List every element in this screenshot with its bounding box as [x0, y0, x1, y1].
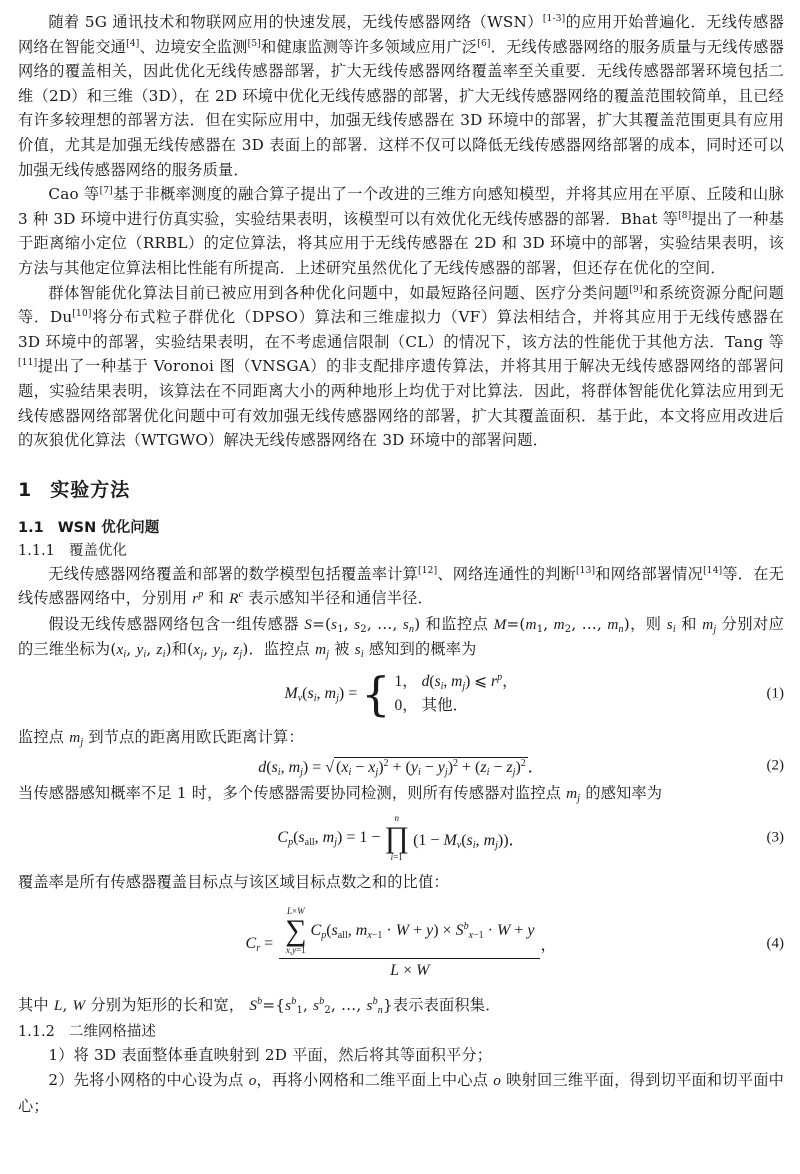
citation[interactable]: [13]	[575, 565, 596, 576]
intro-paragraph-2: Cao 等[7]基于非概率测度的融合算子提出了一个改进的三维方向感知模型，并将其应用在平原、丘陵和山脉 3 种 3D 环境中进行仿真实验，实验结果表明，该模型可以有效优化无线传感器的部署．Bhat 等[8]提出了一种基于距离缩小定位（RRBL）的定位算法，将其应用于无线传感器在 2D 和 3D 环境中的部署，实验结果表明，该方法与其他定位算法相比性能有所提高．上述研究虽然优化了无线传感器的部署，但还存在优化的空间．	[18, 185, 785, 277]
citation[interactable]: [10]	[72, 309, 92, 320]
step-1: 1）将 3D 表面整体垂直映射到 2D 平面，然后将其等面积平分；	[48, 1046, 493, 1065]
body-paragraph-5: 假设无线传感器网络包含一组传感器 $S=(s_1$, $s_2$, …, $s_n$) 和监控点 $M=(m_1$, $m_2$, …, $m_n$)，则 $s_i$ 和 $m_j$ 分别对应的三维坐标为($x_i$, $y_i$, $z_i$)和($x_j$, $y_j$, $z_j$)．监控点 $m_j$ 被 $s_i$ 感知到的概率为	[18, 614, 785, 661]
body-paragraph-6: 监控点 $m_j$ 到节点的距离用欧氏距离计算：	[18, 728, 304, 749]
section-heading-1-1-1: 1.1.1 覆盖优化	[18, 542, 127, 559]
left-brace-icon: {	[361, 667, 391, 722]
intro-paragraph-3: 群体智能优化算法目前已被应用到各种优化问题中，如最短路径问题、医疗分类问题[9]和系统资源分配问题等．Du[10]将分布式粒子群优化（DPSO）算法和三维虚拟力（VF）算法相结合，并将其应用于无线传感器在 3D 环境中的部署，实验结果表明，在不考虑通信限制（CL）的情况下，该方法的性能优于其他方法．Tang 等[11]提出了一种基于 Voronoi 图（VNSGA）的非支配排序遗传算法，并将其用于解决无线传感器网络的部署问题，实验结果表明，该算法在不同距离大小的两种地形上均优于对比算法．因此，将群体智能优化算法应用到无线传感器网络部署优化问题中可有效加强无线传感器网络的部署，扩大其覆盖面积．基于此，本文将应用改进后的灰狼优化算法（WTGWO）解决无线传感器网络在 3D 环境中的部署问题．	[18, 283, 784, 450]
equation-number: (4)	[766, 935, 784, 952]
citation[interactable]: [8]	[678, 210, 692, 221]
body-paragraph-9: 其中 L, W 分别为矩形的长和宽， $S^b=\{s^b_1$, $s^b_2$, …, $s^b_n$}表示表面积集．	[18, 995, 501, 1016]
body-paragraph-8: 覆盖率是所有传感器覆盖目标点与该区域目标点数之和的比值：	[18, 873, 449, 892]
equation-4: $C_r$ = L×W ∑ x,y=1 $C_p(s_{all}$, $m_{x-1} \cdot W + y) \times S^b_{x-1} \cdot W + y$ L × W ， (4)	[245, 906, 784, 980]
citation[interactable]: [14]	[703, 565, 723, 576]
citation[interactable]: [9]	[629, 284, 643, 295]
section-heading-1-1-2: 1.1.2 二维网格描述	[18, 1024, 156, 1041]
citation[interactable]: [6]	[477, 38, 491, 49]
body-paragraph-7: 当传感器感知概率不足 1 时，多个传感器需要协同检测，则所有传感器对监控点 $m_j$ 的感知率为	[18, 783, 663, 804]
section-heading-1-1: 1.1 WSN 优化问题	[18, 519, 160, 536]
equation-1: $M_v(s_i$, $m_j$) = { 1， $d(s_i$, $m_j$) ⩽ $r^p$， 0， 其他． (1)	[284, 667, 784, 722]
equation-number: (3)	[766, 829, 784, 846]
step-2: 2）先将小网格的中心设为点 o，再将小网格和二维平面上中心点 o 映射回三维平面，得到切平面和切平面中心；	[18, 1071, 785, 1115]
citation[interactable]: [7]	[99, 186, 114, 197]
citation[interactable]: [11]	[18, 358, 38, 369]
citation[interactable]: [4]	[126, 38, 140, 49]
section-heading-1: 1 实验方法	[18, 478, 131, 501]
citation[interactable]: [12]	[418, 565, 438, 576]
equation-3: $C_p(s_{all}$, $m_j) = 1$ − n ∏ i=1 ($1 - M_v(s_i$, $m_j$))． (3)	[277, 813, 784, 863]
sum-symbol: L×W ∑ x,y=1	[285, 906, 307, 956]
fraction: L×W ∑ x,y=1 $C_p(s_{all}$, $m_{x-1} \cdot W + y) \times S^b_{x-1} \cdot W + y$ L × W	[279, 907, 540, 980]
equation-number: (1)	[766, 685, 784, 702]
equation-number: (2)	[766, 757, 784, 774]
paper-page	[18, 10, 784, 1118]
product-symbol: n ∏ i=1	[384, 813, 410, 863]
body-paragraph-4: 无线传感器网络覆盖和部署的数学模型包括覆盖率计算[12]、网络连通性的判断[13]和网络部署情况[14]等．在无线传感器网络中，分别用 $r^p$ 和 $R^c$ 表示感知半径和通信半径．	[18, 564, 784, 608]
intro-paragraph-1: 随着 5G 通讯技术和物联网应用的快速发展，无线传感器网络（WSN）[1-3]的应用开始普遍化．无线传感器网络在智能交通[4]、边境安全监测[5]和健康监测等许多领域应用广泛[6]．无线传感器网络的服务质量与无线传感器网络的覆盖相关，因此优化无线传感器部署，扩大无线传感器网络覆盖率至关重要．无线传感器部署环境包括二维（2D）和三维（3D），在 2D 环境中优化无线传感器的部署，扩大无线传感器网络的覆盖范围较简单，且已经有许多较理想的部署方法．但在实际应用中，加强无线传感器在 3D 环境中的部署，扩大其覆盖范围更具有应用价值，尤其是加强无线传感器在 3D 表面上的部署．这样不仅可以降低无线传感器网络部署的成本，同时还可以加强无线传感器网络的服务质量．	[18, 13, 784, 179]
citation[interactable]: [5]	[247, 38, 261, 49]
citation[interactable]: [1-3]	[542, 14, 566, 24]
equation-2: $d(s_i$, $m_j$) = √ $(x_i - x_j)^2 + (y_i - y_j)^2 + (z_i - z_j)^2$ ． (2)	[258, 757, 784, 779]
